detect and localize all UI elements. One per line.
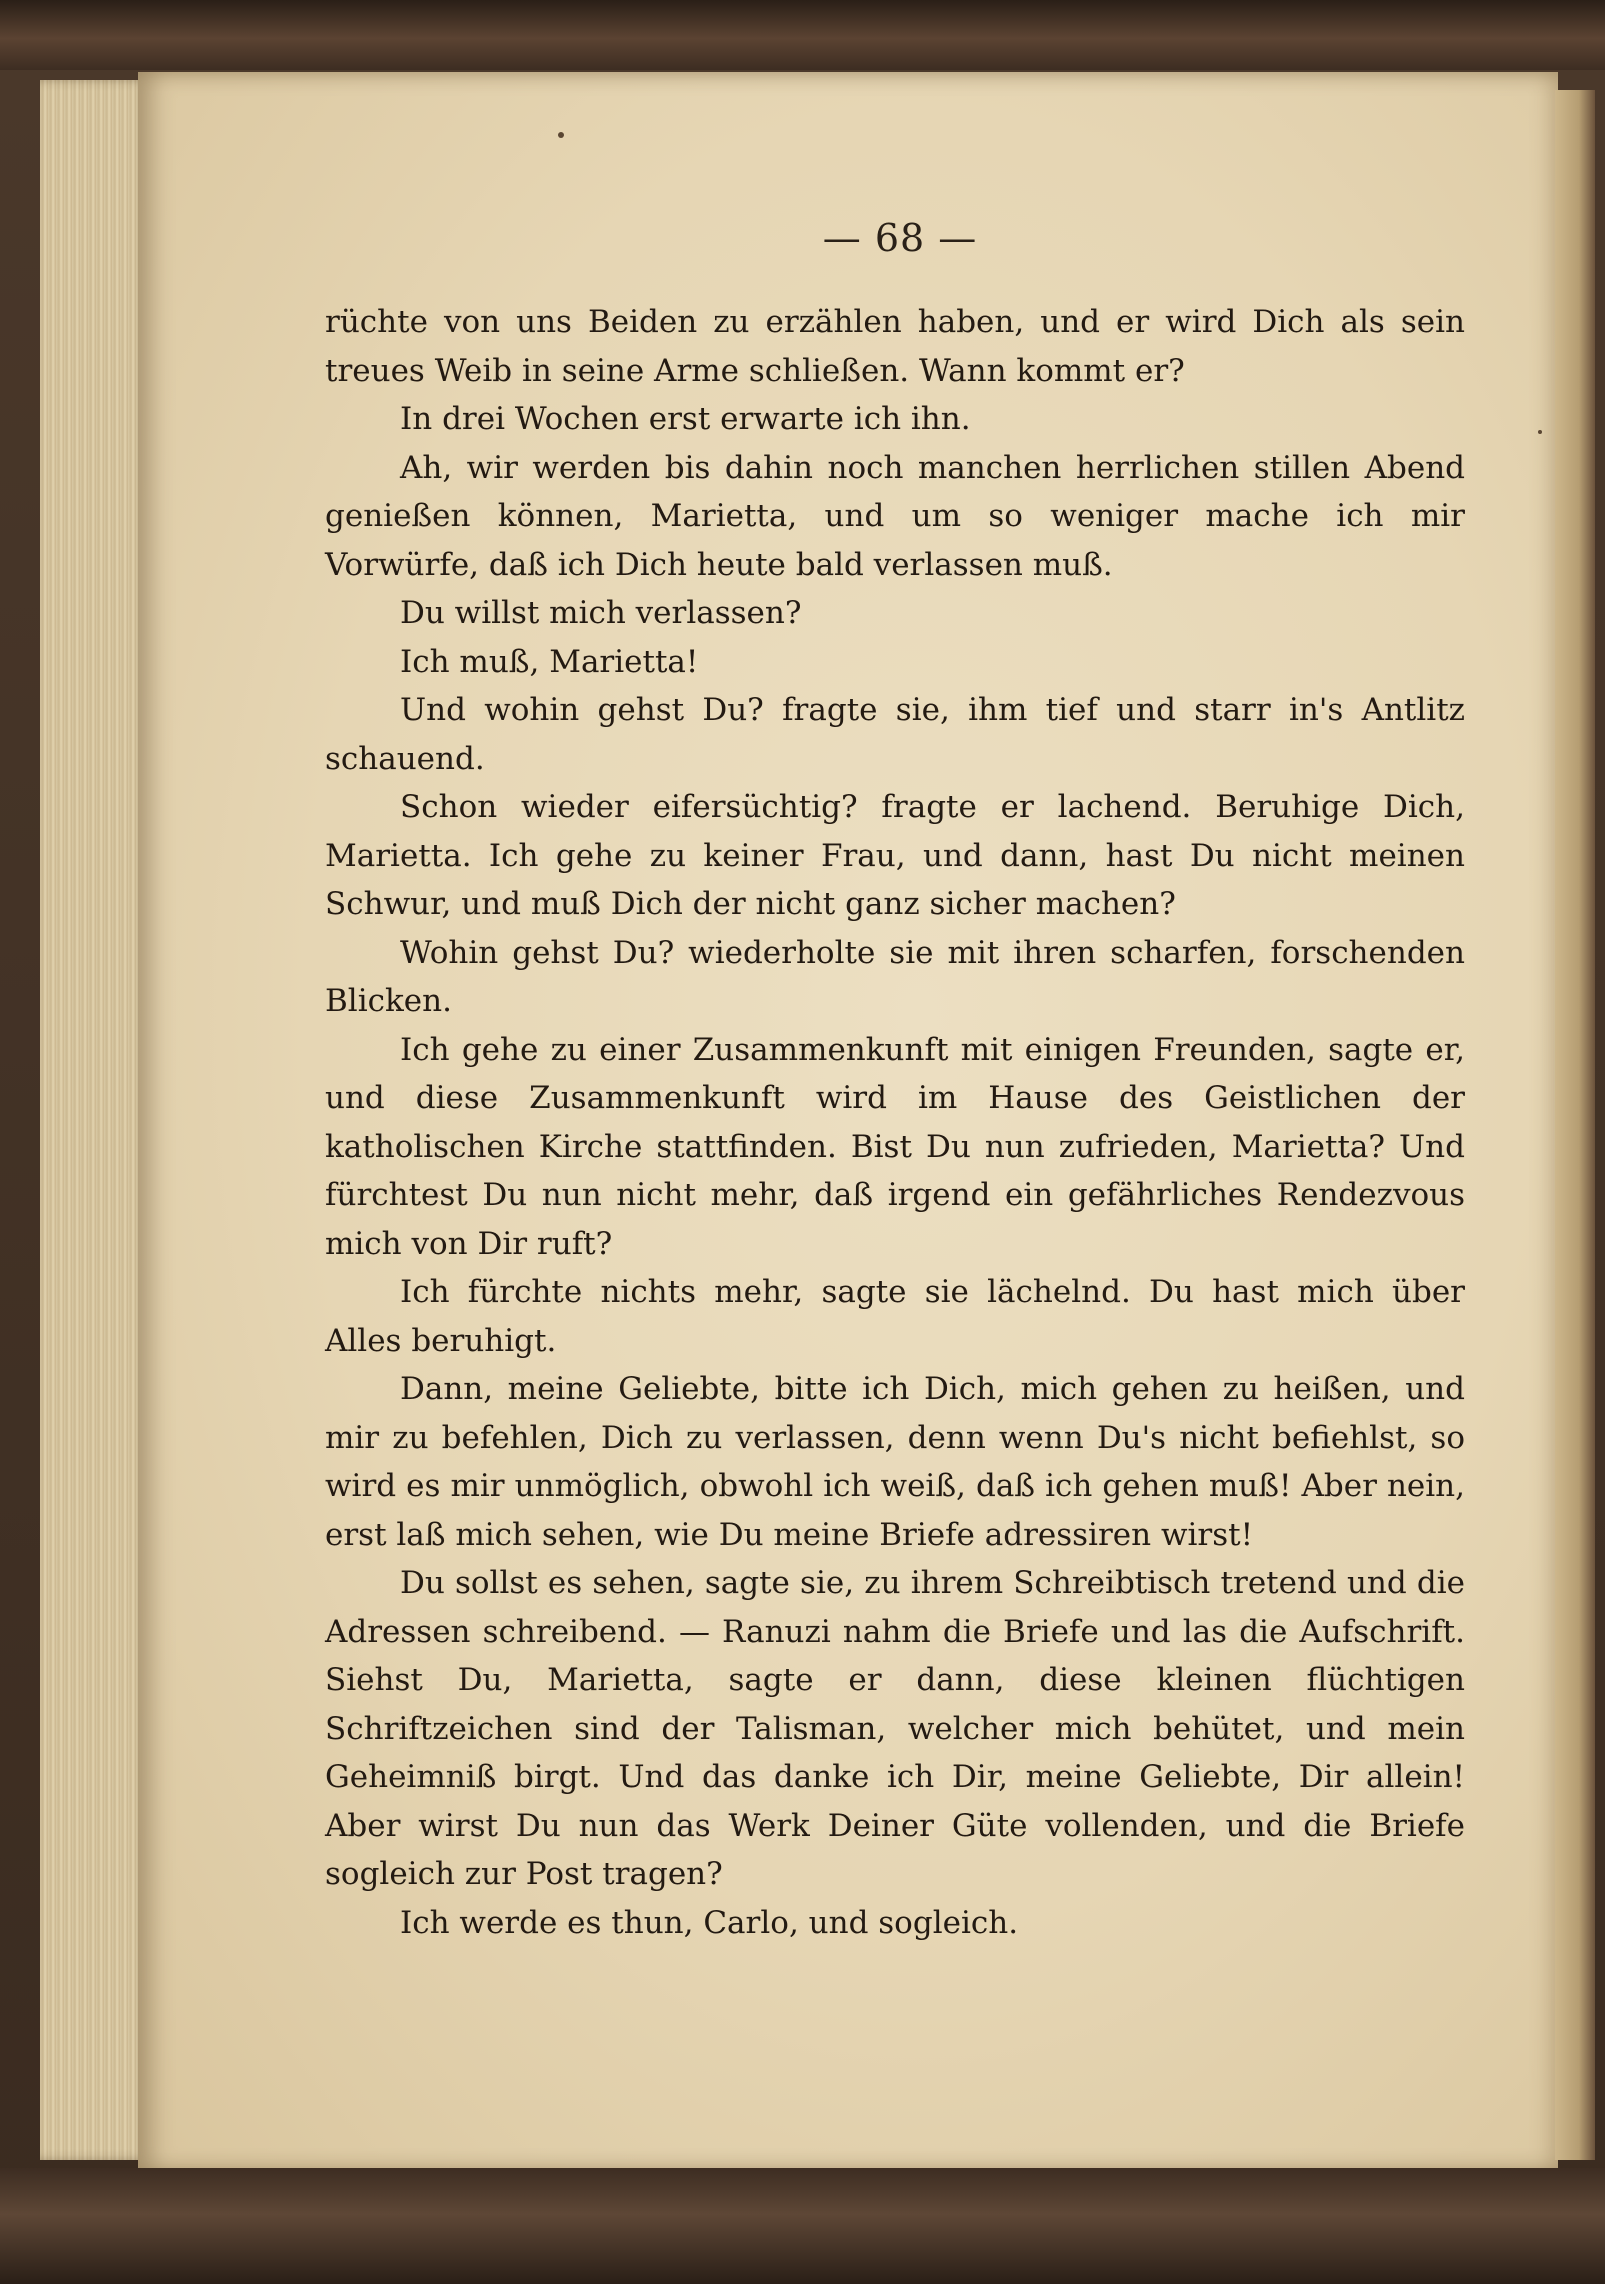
paragraph: Wohin gehst Du? wiederholte sie mit ihren scharfen, forschenden Blicken. bbox=[325, 934, 1465, 1019]
paragraph: Schon wieder eifersüchtig? fragte er lachend. Beruhige Dich, Marietta. Ich gehe zu keiner Frau, und dann, hast Du nicht meinen Schwur, und muß Dich der nicht ganz sicher machen? bbox=[325, 789, 1465, 922]
page-body-text bbox=[325, 298, 1465, 1947]
paragraph: In drei Wochen erst erwarte ich ihn. bbox=[400, 401, 971, 437]
paragraph: Ich muß, Marietta! bbox=[400, 643, 699, 680]
book-cover-edge-top bbox=[0, 0, 1605, 70]
paragraph: Du willst mich verlassen? bbox=[400, 595, 802, 631]
paragraph: Und wohin gehst Du? fragte sie, ihm tief und starr in's Antlitz schauend. bbox=[325, 692, 1465, 777]
paper-speck bbox=[558, 132, 564, 138]
paragraph: rüchte von uns Beiden zu erzählen haben, und er wird Dich als sein treues Weib in seine Arme schließen. Wann kommt er? bbox=[325, 304, 1465, 389]
paragraph: Ich werde es thun, Carlo, und sogleich. bbox=[400, 1904, 1019, 1941]
page-right-edge bbox=[1555, 90, 1595, 2160]
paragraph: Ah, wir werden bis dahin noch manchen herrlichen stillen Abend genießen können, Marietta, und um so weniger mache ich mir Vorwürfe, daß ich Dich heute bald verlassen muß. bbox=[325, 449, 1465, 583]
paper-speck bbox=[1538, 430, 1542, 434]
page-number: — 68 — bbox=[822, 216, 978, 260]
page-stack-edge bbox=[40, 80, 150, 2160]
paragraph: Dann, meine Geliebte, bitte ich Dich, mich gehen zu heißen, und mir zu befehlen, Dich zu verlassen, denn wenn Du's nicht befiehlst, so wird es mir unmöglich, obwohl ich weiß, daß ich gehen muß! Aber nein, erst laß mich sehen, wie Du meine Briefe adressiren wirst! bbox=[325, 1371, 1465, 1553]
paragraph: Du sollst es sehen, sagte sie, zu ihrem Schreibtisch tretend und die Adressen schreibend. — Ranuzi nahm die Briefe und las die Aufschrift. Siehst Du, Marietta, sagte er dann, diese kleinen flüchtigen Schriftzeichen sind der Talisman, welcher mich behütet, und mein Geheimniß birgt. Und das danke ich Dir, meine Geliebte, Dir allein! Aber wirst Du nun das Werk Deiner Güte vollenden, und die Briefe sogleich zur Post tragen? bbox=[325, 1565, 1465, 1892]
paragraph: Ich fürchte nichts mehr, sagte sie lächelnd. Du hast mich über Alles beruhigt. bbox=[325, 1274, 1465, 1359]
book-cover-edge-bottom bbox=[0, 2168, 1605, 2284]
paragraph: Ich gehe zu einer Zusammenkunft mit einigen Freunden, sagte er, und diese Zusammenkunft wird im Hause des Geistlichen der katholischen Kirche stattfinden. Bist Du nun zufrieden, Marietta? Und fürchtest Du nun nicht mehr, daß irgend ein gefährliches Rendezvous mich von Dir ruft? bbox=[325, 1031, 1465, 1262]
